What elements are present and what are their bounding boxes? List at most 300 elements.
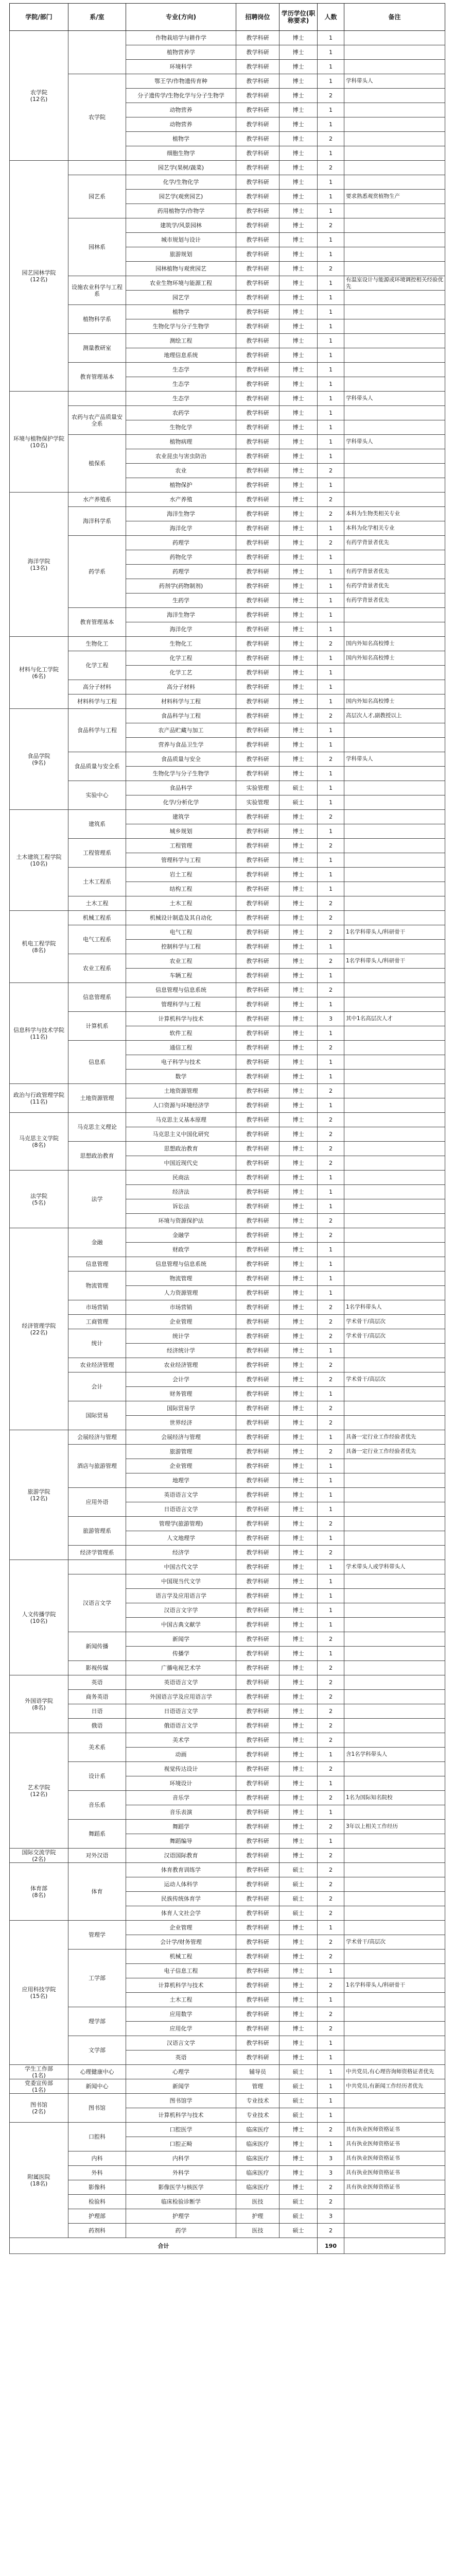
degree-cell: 博士 — [280, 464, 318, 478]
job-type-cell: 护理 — [236, 2209, 280, 2224]
degree-cell: 博士 — [280, 1978, 318, 1993]
job-type-cell: 教学科研 — [236, 1228, 280, 1243]
degree-cell: 硕士 — [280, 1877, 318, 1892]
degree-cell: 博士 — [280, 536, 318, 550]
department-cell: 园林系 — [68, 218, 126, 276]
degree-cell: 博士 — [280, 824, 318, 839]
table-row — [10, 1012, 445, 1026]
note-cell — [344, 1199, 445, 1214]
major-cell: 舞蹈编导 — [126, 1834, 236, 1849]
major-cell: 营养与食品卫生学 — [126, 738, 236, 752]
job-type-cell: 教学科研 — [236, 305, 280, 319]
count-cell: 1 — [318, 795, 344, 810]
job-type-cell: 教学科研 — [236, 925, 280, 940]
header-job-type: 招聘岗位 — [236, 4, 280, 31]
job-type-cell: 教学科研 — [236, 1055, 280, 1070]
count-cell: 1 — [318, 1473, 344, 1488]
count-cell: 2 — [318, 1401, 344, 1416]
degree-cell: 博士 — [280, 233, 318, 247]
major-cell: 化学工程 — [126, 651, 236, 666]
major-cell: 管理科学与工程 — [126, 853, 236, 868]
job-type-cell: 教学科研 — [236, 291, 280, 305]
note-cell: 学科带头人 — [344, 74, 445, 89]
job-type-cell: 教学科研 — [236, 161, 280, 175]
department-cell: 美术系 — [68, 1733, 126, 1762]
department-cell: 设施农业科学与工程系 — [68, 276, 126, 305]
count-cell: 2 — [318, 1546, 344, 1560]
job-type-cell: 教学科研 — [236, 2036, 280, 2050]
degree-cell: 博士 — [280, 1358, 318, 1372]
job-type-cell: 教学科研 — [236, 1473, 280, 1488]
table-row — [10, 2036, 445, 2050]
table-row — [10, 911, 445, 925]
degree-cell: 博士 — [280, 89, 318, 103]
count-cell: 2 — [318, 89, 344, 103]
college-cell: 食品学院 (9名) — [10, 709, 68, 810]
degree-cell: 博士 — [280, 435, 318, 449]
job-type-cell: 教学科研 — [236, 824, 280, 839]
degree-cell: 博士 — [280, 146, 318, 161]
table-row — [10, 1113, 445, 1127]
department-cell: 图书馆 — [68, 2094, 126, 2123]
note-cell: 有药学背景者优先 — [344, 594, 445, 608]
note-cell: 国内外知名高校博士 — [344, 694, 445, 709]
count-cell: 2 — [318, 1690, 344, 1704]
department-cell: 农业工程系 — [68, 954, 126, 983]
note-cell — [344, 1142, 445, 1156]
major-cell: 图书馆学 — [126, 2094, 236, 2108]
degree-cell: 博士 — [280, 1401, 318, 1416]
major-cell: 心理学 — [126, 2065, 236, 2079]
table-row — [10, 406, 445, 420]
degree-cell: 博士 — [280, 752, 318, 767]
note-cell: 学术骨干/高层次 — [344, 1329, 445, 1344]
job-type-cell: 教学科研 — [236, 1531, 280, 1546]
count-cell: 3 — [318, 2151, 344, 2166]
major-cell: 经济法 — [126, 1185, 236, 1199]
note-cell: 要求熟悉观赏植物生产 — [344, 190, 445, 204]
table-row — [10, 305, 445, 319]
table-row — [10, 2151, 445, 2166]
job-type-cell: 教学科研 — [236, 103, 280, 117]
count-cell: 2 — [318, 218, 344, 233]
note-cell — [344, 1618, 445, 1632]
job-type-cell: 教学科研 — [236, 190, 280, 204]
count-cell: 1 — [318, 550, 344, 565]
note-cell: 3年以上相关工作经历 — [344, 1820, 445, 1834]
major-cell: 动物营养 — [126, 103, 236, 117]
department-cell: 音乐系 — [68, 1791, 126, 1820]
count-cell: 1 — [318, 478, 344, 493]
major-cell: 应用数学 — [126, 2007, 236, 2022]
job-type-cell: 教学科研 — [236, 89, 280, 103]
note-cell — [344, 666, 445, 680]
degree-cell: 博士 — [280, 60, 318, 74]
note-cell — [344, 1344, 445, 1358]
college-cell: 艺术学院 (12名) — [10, 1733, 68, 1849]
count-cell: 1 — [318, 882, 344, 896]
count-cell: 1 — [318, 1344, 344, 1358]
table-row — [10, 1272, 445, 1286]
count-cell: 1 — [318, 1430, 344, 1445]
college-cell: 学生工作部 (1名) — [10, 2065, 68, 2079]
department-cell: 外科 — [68, 2166, 126, 2180]
degree-cell: 博士 — [280, 478, 318, 493]
note-cell — [344, 1892, 445, 1906]
table-row — [10, 2224, 445, 2238]
count-cell: 1 — [318, 1560, 344, 1574]
job-type-cell: 教学科研 — [236, 550, 280, 565]
note-cell: 学术带头人或学科带头人 — [344, 1560, 445, 1574]
degree-cell: 博士 — [280, 1935, 318, 1950]
note-cell — [344, 1156, 445, 1171]
header-college: 学院/部门 — [10, 4, 68, 31]
major-cell: 食品质量与安全 — [126, 752, 236, 767]
count-cell: 1 — [318, 651, 344, 666]
major-cell: 机械工程 — [126, 1950, 236, 1964]
note-cell — [344, 723, 445, 738]
degree-cell: 博士 — [280, 1849, 318, 1863]
table-row — [10, 651, 445, 666]
table-row — [10, 709, 445, 723]
job-type-cell: 教学科研 — [236, 1502, 280, 1517]
major-cell: 美术学 — [126, 1733, 236, 1748]
major-cell: 植物保护 — [126, 478, 236, 493]
major-cell: 环境与资源保护法 — [126, 1214, 236, 1228]
count-cell: 1 — [318, 449, 344, 464]
department-cell: 酒店与旅游管理 — [68, 1445, 126, 1488]
major-cell: 计算机科学与技术 — [126, 1012, 236, 1026]
note-cell — [344, 680, 445, 694]
table-header-row — [10, 4, 445, 31]
note-cell: 具有执业医师资格证书 — [344, 2180, 445, 2195]
major-cell: 口腔正畸 — [126, 2137, 236, 2151]
job-type-cell: 教学科研 — [236, 435, 280, 449]
degree-cell: 博士 — [280, 2151, 318, 2166]
major-cell: 民族传统体育学 — [126, 1892, 236, 1906]
major-cell: 企业管理 — [126, 1315, 236, 1329]
count-cell: 1 — [318, 1387, 344, 1401]
degree-cell: 博士 — [280, 1546, 318, 1560]
major-cell: 新闻学 — [126, 1632, 236, 1647]
count-cell: 1 — [318, 247, 344, 262]
note-cell — [344, 1416, 445, 1430]
department-cell: 教育管理基本 — [68, 608, 126, 637]
major-cell: 信息管理与信息系统 — [126, 983, 236, 997]
table-row — [10, 392, 445, 406]
department-cell: 物流管理 — [68, 1272, 126, 1300]
note-cell — [344, 1171, 445, 1185]
note-cell — [344, 406, 445, 420]
count-cell: 1 — [318, 940, 344, 954]
count-cell: 1 — [318, 1805, 344, 1820]
note-cell — [344, 60, 445, 74]
count-cell: 2 — [318, 1113, 344, 1127]
department-cell: 工程管理系 — [68, 839, 126, 868]
count-cell: 2 — [318, 1445, 344, 1459]
job-type-cell: 教学科研 — [236, 608, 280, 622]
department-cell: 俄语 — [68, 1719, 126, 1733]
degree-cell: 博士 — [280, 1070, 318, 1084]
note-cell — [344, 247, 445, 262]
note-cell — [344, 89, 445, 103]
major-cell: 财政学 — [126, 1243, 236, 1257]
count-cell: 1 — [318, 1272, 344, 1286]
note-cell — [344, 969, 445, 983]
degree-cell: 博士 — [280, 305, 318, 319]
department-cell: 农学院 — [68, 74, 126, 161]
degree-cell: 博士 — [280, 940, 318, 954]
major-cell: 土木工程 — [126, 1993, 236, 2007]
degree-cell: 博士 — [280, 377, 318, 392]
job-type-cell: 教学科研 — [236, 1488, 280, 1502]
department-cell: 统计 — [68, 1329, 126, 1358]
table-row — [10, 1820, 445, 1834]
major-cell: 化学/生物化学 — [126, 175, 236, 190]
degree-cell: 博士 — [280, 319, 318, 334]
table-row — [10, 1632, 445, 1647]
department-cell: 土地资源管理 — [68, 1084, 126, 1113]
recruitment-table-sheet — [9, 3, 445, 2254]
count-cell: 1 — [318, 406, 344, 420]
college-cell: 人文传播学院 (10名) — [10, 1560, 68, 1675]
job-type-cell: 教学科研 — [236, 348, 280, 363]
count-cell: 2 — [318, 839, 344, 853]
major-cell: 水产养殖 — [126, 493, 236, 507]
department-cell: 马克思主义理论 — [68, 1113, 126, 1142]
job-type-cell: 教学科研 — [236, 1214, 280, 1228]
degree-cell: 博士 — [280, 608, 318, 622]
degree-cell: 博士 — [280, 1632, 318, 1647]
degree-cell: 硕士 — [280, 2209, 318, 2224]
major-cell: 日语语言文学 — [126, 1704, 236, 1719]
count-cell: 2 — [318, 1315, 344, 1329]
count-cell: 1 — [318, 824, 344, 839]
degree-cell: 博士 — [280, 622, 318, 637]
major-cell: 英语语言文学 — [126, 1488, 236, 1502]
job-type-cell: 教学科研 — [236, 247, 280, 262]
note-cell — [344, 2108, 445, 2123]
count-cell: 2 — [318, 464, 344, 478]
count-cell: 1 — [318, 1964, 344, 1978]
department-cell: 管理学 — [68, 1921, 126, 1950]
note-cell — [344, 132, 445, 146]
job-type-cell: 教学科研 — [236, 565, 280, 579]
degree-cell: 博士 — [280, 1603, 318, 1618]
count-cell: 1 — [318, 521, 344, 536]
count-cell: 1 — [318, 1243, 344, 1257]
count-cell: 2 — [318, 1906, 344, 1921]
note-cell — [344, 2195, 445, 2209]
degree-cell: 博士 — [280, 2036, 318, 2050]
note-cell — [344, 1863, 445, 1877]
degree-cell: 博士 — [280, 1228, 318, 1243]
note-cell — [344, 334, 445, 348]
table-row — [10, 363, 445, 377]
note-cell: 具有执业医师资格证书 — [344, 2166, 445, 2180]
degree-cell: 博士 — [280, 493, 318, 507]
note-cell: 1名学科带头人/科研骨干 — [344, 954, 445, 969]
count-cell: 2 — [318, 911, 344, 925]
department-cell: 建筑系 — [68, 810, 126, 839]
degree-cell: 博士 — [280, 132, 318, 146]
department-cell: 海洋科学系 — [68, 507, 126, 536]
table-row — [10, 31, 445, 45]
degree-cell: 博士 — [280, 680, 318, 694]
major-cell: 企业管理 — [126, 1921, 236, 1935]
count-cell: 1 — [318, 1185, 344, 1199]
major-cell: 药理学 — [126, 536, 236, 550]
major-cell: 生物化学与分子生物学 — [126, 319, 236, 334]
job-type-cell: 教学科研 — [236, 579, 280, 594]
department-cell — [68, 392, 126, 406]
job-type-cell: 教学科研 — [236, 853, 280, 868]
note-cell — [344, 2209, 445, 2224]
degree-cell: 博士 — [280, 983, 318, 997]
count-cell: 1 — [318, 1257, 344, 1272]
job-type-cell: 教学科研 — [236, 1156, 280, 1171]
count-cell: 1 — [318, 594, 344, 608]
table-row — [10, 2065, 445, 2079]
count-cell: 1 — [318, 608, 344, 622]
major-cell: 农药学 — [126, 406, 236, 420]
degree-cell: 博士 — [280, 1502, 318, 1517]
major-cell: 口腔医学 — [126, 2123, 236, 2137]
college-cell: 环境与植物保护学院 (10名) — [10, 392, 68, 493]
job-type-cell: 管理 — [236, 2079, 280, 2094]
total-label: 合计 — [10, 2238, 318, 2254]
job-type-cell: 教学科研 — [236, 1142, 280, 1156]
job-type-cell: 教学科研 — [236, 1199, 280, 1214]
job-type-cell: 临床医疗 — [236, 2151, 280, 2166]
total-count: 190 — [318, 2238, 344, 2254]
count-cell: 1 — [318, 103, 344, 117]
count-cell: 1 — [318, 969, 344, 983]
count-cell: 2 — [318, 2180, 344, 2195]
major-cell: 食品科学 — [126, 781, 236, 795]
department-cell: 教育管理基本 — [68, 363, 126, 392]
job-type-cell: 教学科研 — [236, 1834, 280, 1849]
count-cell: 1 — [318, 348, 344, 363]
major-cell: 汉语言文学 — [126, 2036, 236, 2050]
degree-cell: 博士 — [280, 1834, 318, 1849]
department-cell: 电气工程系 — [68, 925, 126, 954]
degree-cell: 博士 — [280, 2022, 318, 2036]
major-cell: 化学工艺 — [126, 666, 236, 680]
note-cell — [344, 1632, 445, 1647]
count-cell: 1 — [318, 31, 344, 45]
degree-cell: 博士 — [280, 31, 318, 45]
degree-cell: 博士 — [280, 2180, 318, 2195]
count-cell: 2 — [318, 1632, 344, 1647]
degree-cell: 博士 — [280, 868, 318, 882]
department-cell: 工商管理 — [68, 1315, 126, 1329]
degree-cell: 博士 — [280, 1574, 318, 1589]
job-type-cell: 教学科研 — [236, 392, 280, 406]
count-cell: 2 — [318, 1675, 344, 1690]
degree-cell: 博士 — [280, 2123, 318, 2137]
note-cell: 具备一定行业工作经验者优先 — [344, 1430, 445, 1445]
count-cell: 1 — [318, 319, 344, 334]
major-cell: 视觉传达设计 — [126, 1762, 236, 1776]
degree-cell: 博士 — [280, 2166, 318, 2180]
degree-cell: 博士 — [280, 1719, 318, 1733]
department-cell: 药学系 — [68, 536, 126, 608]
job-type-cell: 教学科研 — [236, 478, 280, 493]
job-type-cell: 教学科研 — [236, 493, 280, 507]
job-type-cell: 教学科研 — [236, 1748, 280, 1762]
note-cell — [344, 738, 445, 752]
department-cell: 会计 — [68, 1372, 126, 1401]
major-cell: 药学 — [126, 2224, 236, 2238]
job-type-cell: 教学科研 — [236, 1315, 280, 1329]
degree-cell: 博士 — [280, 954, 318, 969]
table-row — [10, 74, 445, 89]
degree-cell: 博士 — [280, 1416, 318, 1430]
degree-cell: 博士 — [280, 334, 318, 348]
department-cell: 水产养殖系 — [68, 493, 126, 507]
count-cell: 2 — [318, 161, 344, 175]
department-cell: 理学部 — [68, 2007, 126, 2036]
major-cell: 环境设计 — [126, 1776, 236, 1791]
department-cell: 新闻中心 — [68, 2079, 126, 2094]
count-cell: 1 — [318, 420, 344, 435]
table-row — [10, 925, 445, 940]
major-cell: 英语语言文学 — [126, 1675, 236, 1690]
degree-cell: 硕士 — [280, 1906, 318, 1921]
job-type-cell: 教学科研 — [236, 694, 280, 709]
major-cell: 通信工程 — [126, 1041, 236, 1055]
department-cell: 计算机系 — [68, 1012, 126, 1041]
department-cell: 高分子材料 — [68, 680, 126, 694]
major-cell: 旅游管理 — [126, 1445, 236, 1459]
table-row — [10, 752, 445, 767]
note-cell — [344, 1574, 445, 1589]
table-row — [10, 1041, 445, 1055]
major-cell: 土地资源管理 — [126, 1084, 236, 1098]
degree-cell: 博士 — [280, 420, 318, 435]
degree-cell: 博士 — [280, 190, 318, 204]
job-type-cell: 教学科研 — [236, 1185, 280, 1199]
note-cell — [344, 420, 445, 435]
department-cell: 内科 — [68, 2151, 126, 2166]
major-cell: 软件工程 — [126, 1026, 236, 1041]
count-cell: 1 — [318, 1647, 344, 1661]
note-cell — [344, 1459, 445, 1473]
degree-cell: 博士 — [280, 594, 318, 608]
note-cell: 有药学背景者优先 — [344, 565, 445, 579]
count-cell: 1 — [318, 1199, 344, 1214]
table-row — [10, 954, 445, 969]
note-cell — [344, 103, 445, 117]
count-cell: 1 — [318, 694, 344, 709]
job-type-cell: 教学科研 — [236, 334, 280, 348]
job-type-cell: 教学科研 — [236, 723, 280, 738]
note-cell — [344, 1387, 445, 1401]
count-cell: 1 — [318, 622, 344, 637]
major-cell: 食品科学与工程 — [126, 709, 236, 723]
job-type-cell: 教学科研 — [236, 1358, 280, 1372]
major-cell: 化学/分析化学 — [126, 795, 236, 810]
degree-cell: 硕士 — [280, 2094, 318, 2108]
note-cell — [344, 1228, 445, 1243]
note-cell: 具有执业医师资格证书 — [344, 2123, 445, 2137]
count-cell: 2 — [318, 1041, 344, 1055]
table-row — [10, 608, 445, 622]
note-cell: 国内外知名高校博士 — [344, 651, 445, 666]
count-cell: 1 — [318, 1098, 344, 1113]
note-cell: 国内外知名高校博士 — [344, 637, 445, 651]
